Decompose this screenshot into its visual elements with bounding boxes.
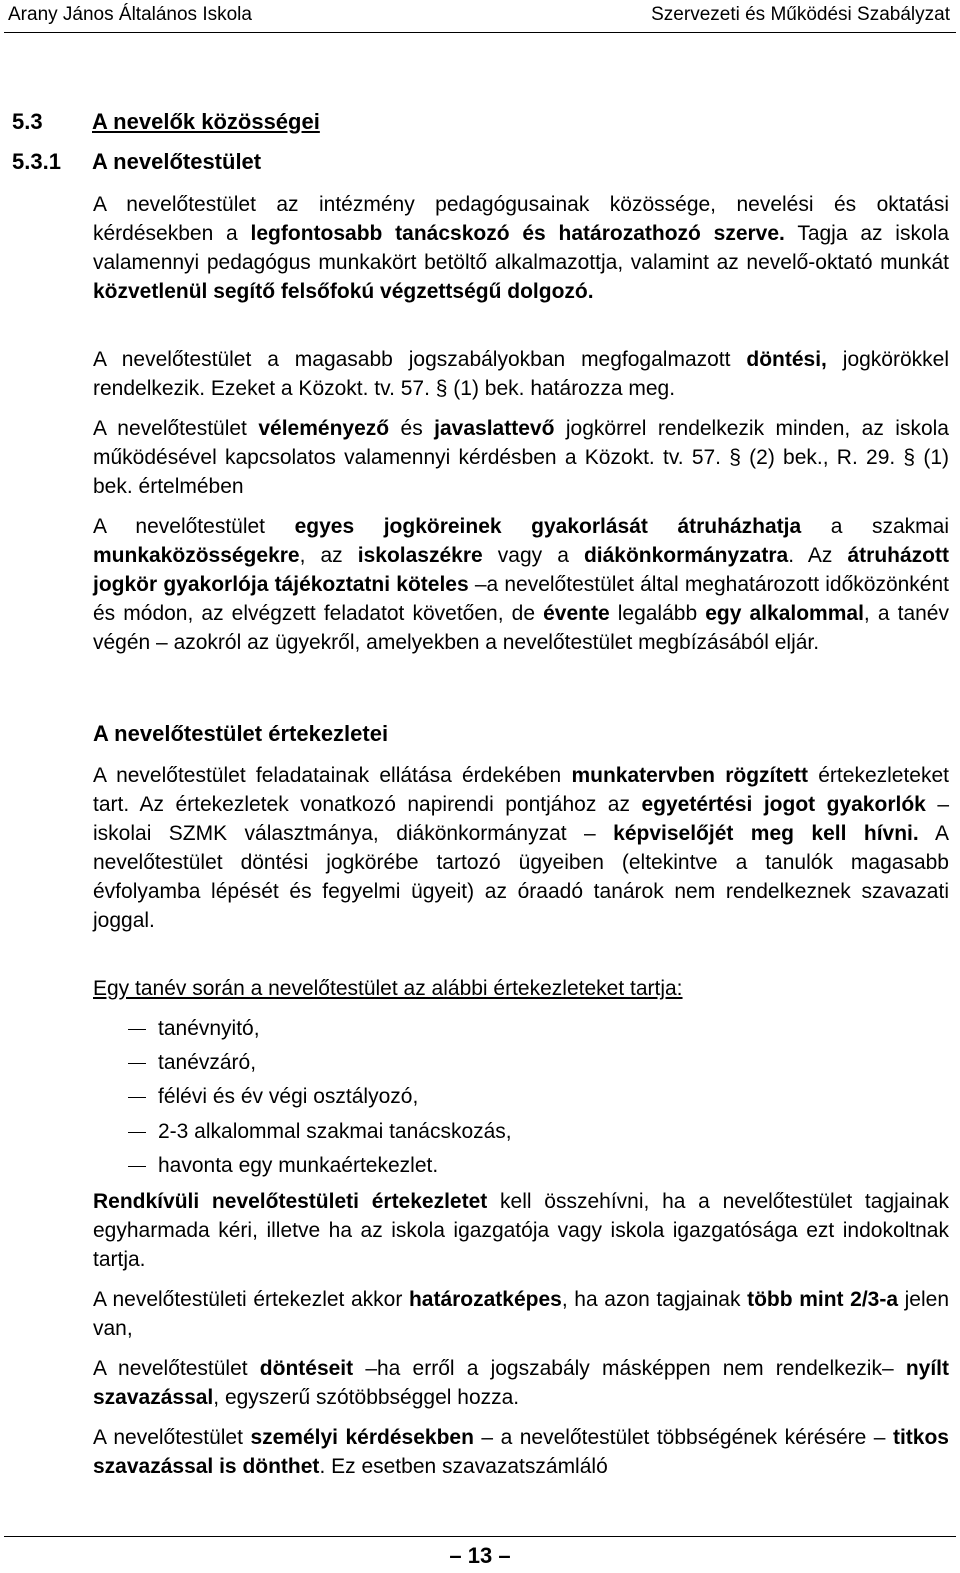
paragraph-quorum xyxy=(93,1285,949,1343)
text-run: . Az xyxy=(788,544,848,567)
paragraph-meetings xyxy=(93,761,949,935)
text-run: A nevelőtestület az intézmény pedagógusainak közössége, nevelési és oktatási kérdésekben a xyxy=(93,193,949,245)
text-run: A nevelőtestület xyxy=(93,1426,251,1449)
bold-text-run: véleményező xyxy=(258,417,390,440)
footer-divider xyxy=(4,1536,956,1537)
bold-text-run: Rendkívüli nevelőtestületi értekezletet xyxy=(93,1190,488,1213)
page-number: – 13 – xyxy=(449,1543,511,1568)
page-header xyxy=(0,0,960,32)
text-run: –ha erről a jogszabály másképpen nem rendelkezik– xyxy=(353,1357,906,1380)
list-dash xyxy=(128,1029,146,1030)
text-run: a szakmai xyxy=(801,515,949,538)
bold-text-run: munkaközösségekre xyxy=(93,544,300,567)
text-run: , ha azon tagjainak xyxy=(561,1288,748,1311)
text-run: jogkörrel rendelkezik minden, az iskola működésével kapcsolatos valamennyi kérdésben a Közokt. tv. 57. § (2) bek., R. 29. § (1) bek. értelmében xyxy=(93,417,949,498)
header-divider xyxy=(4,32,956,33)
bold-text-run: egyes jogköreinek gyakorlását átruházhatja xyxy=(294,515,802,538)
text-run: értekezleteket tart. Az értekezletek vonatkozó napirendi pontjához az xyxy=(93,764,949,816)
subsection-number: 5.3.1 xyxy=(12,149,61,174)
subsection-title: A nevelőtestület xyxy=(92,149,262,174)
section-number: 5.3 xyxy=(12,109,43,134)
paragraph-voting xyxy=(93,1354,949,1412)
text-run: A nevelőtestület feladatainak ellátása érdekében xyxy=(93,764,572,787)
bold-text-run: iskolaszékre xyxy=(357,544,483,567)
paragraph-decision-rights xyxy=(93,345,949,403)
header-document-title: Szervezeti és Működési Szabályzat xyxy=(651,4,950,25)
text-run: vagy a xyxy=(482,544,584,567)
bold-text-run: titkos szavazással is dönthet xyxy=(93,1426,949,1478)
list-dash xyxy=(128,1132,146,1133)
bold-text-run: diákönkormányzatra xyxy=(583,544,789,567)
bold-text-run: munkatervben rögzített xyxy=(571,764,809,787)
section-heading-meetings xyxy=(93,721,388,747)
text-run: jelen van, xyxy=(93,1288,949,1340)
paragraph-personal-matters xyxy=(93,1423,949,1481)
section-title: A nevelők közösségei xyxy=(92,109,320,134)
text-run: jogkörökkel rendelkezik. Ezeket a Közokt. tv. 57. § (1) bek. határozza meg. xyxy=(93,348,949,400)
bold-text-run: egyetértési jogot gyakorlók xyxy=(641,793,926,816)
list-dash xyxy=(128,1097,146,1098)
text-run: . Ez esetben szavazatszámláló xyxy=(319,1455,608,1478)
bold-text-run: képviselőjét meg kell hívni. xyxy=(613,822,919,845)
text-run: A nevelőtestület xyxy=(93,417,259,440)
paragraph-definition xyxy=(93,190,949,306)
text-run: , a tanév végén – azokról az ügyekről, amelyekben a nevelőtestület megbízásából eljár. xyxy=(93,602,949,654)
paragraph-delegation xyxy=(93,512,949,657)
text-run: A nevelőtestület xyxy=(93,515,295,538)
text-run: –a nevelőtestület által meghatározott időközönként és módon, az elvégzett feladatot követően, de xyxy=(93,573,949,625)
bold-text-run: több mint 2/3-a xyxy=(747,1288,899,1311)
text-run: és xyxy=(389,417,435,440)
bold-text-run: döntési, xyxy=(746,348,827,371)
text-run: legalább xyxy=(609,602,706,625)
text-run: , az xyxy=(299,544,358,567)
meetings-title: A nevelőtestület értekezletei xyxy=(93,721,389,746)
bold-text-run: átruházott jogkör gyakorlója tájékoztatni köteles xyxy=(93,544,949,596)
bold-text-run: évente xyxy=(543,602,610,625)
bold-text-run: döntéseit xyxy=(259,1357,354,1380)
bold-text-run: egy alkalommal xyxy=(705,602,864,625)
text-run: A nevelőtestület xyxy=(93,1357,260,1380)
text-run: kell összehívni, ha a nevelőtestület tagjainak egyharmada kéri, illetve ha az iskola igazgatója vagy iskola igazgatósága ezt indokoltnak tartja. xyxy=(93,1190,949,1271)
paragraph-advisory-rights xyxy=(93,414,949,501)
list-dash xyxy=(128,1166,146,1167)
text-run: Tagja az iskola valamennyi pedagógus munkakört betöltő alkalmazottja, valamint az nevelő-oktató munkát xyxy=(93,222,949,274)
text-run: A nevelőtestület a magasabb jogszabályokban megfogalmazott xyxy=(93,348,747,371)
text-run: , egyszerű szótöbbséggel hozza. xyxy=(213,1386,520,1409)
text-run: – iskolai SZMK választmánya, diákönkormányzat – xyxy=(93,793,949,845)
list-intro: Egy tanév során a nevelőtestület az alábbi értekezleteket tartja: xyxy=(93,977,683,1000)
bold-text-run: közvetlenül segítő felsőfokú végzettségű dolgozó. xyxy=(93,280,594,303)
bold-text-run: személyi kérdésekben xyxy=(250,1426,474,1449)
list-dash xyxy=(128,1063,146,1064)
bold-text-run: határozatképes xyxy=(408,1288,562,1311)
bold-text-run: javaslattevő xyxy=(434,417,555,440)
header-school-name: Arany János Általános Iskola xyxy=(8,4,252,25)
paragraph-extraordinary-meeting xyxy=(93,1187,949,1274)
bold-text-run: legfontosabb tanácskozó és határozathozó szerve. xyxy=(250,222,785,245)
text-run: – a nevelőtestület többségének kérésére – xyxy=(473,1426,893,1449)
text-run: A nevelőtestületi értekezlet akkor xyxy=(93,1288,409,1311)
bold-text-run: nyílt szavazással xyxy=(93,1357,949,1409)
text-run: A nevelőtestület döntési jogkörébe tartozó ügyeiben (eltekintve a tanulók magasabb évfolyamba lépését és fegyelmi ügyeit) az óraadó tanárok nem rendelkeznek szavazati joggal. xyxy=(93,822,949,932)
